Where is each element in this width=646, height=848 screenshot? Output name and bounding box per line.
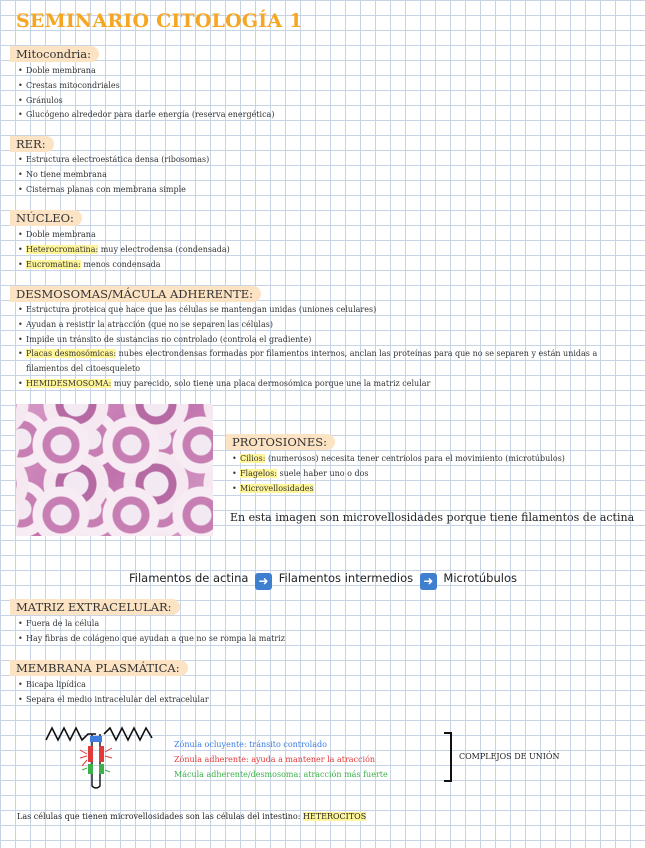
complejos-label: COMPLEJOS DE UNIÓN — [459, 752, 560, 761]
junction-zonula-ocluyente: Zónula ocluyente: tránsito controlado — [174, 740, 327, 749]
heading-rer: RER: — [10, 136, 54, 152]
list-item: • Bicapa lipídica — [18, 678, 209, 693]
list-item — [232, 452, 565, 467]
filaments-sequence — [0, 571, 646, 590]
list-item-text: muy parecido, solo tiene una placa dermosómica porque une la matriz celular — [111, 378, 431, 388]
nucleo-list — [18, 228, 230, 272]
filament-lines — [82, 768, 110, 772]
heading-desmosomas: DESMOSOMAS/MÁCULA ADHERENTE: — [10, 286, 261, 302]
term-flagelos: Flagelos: — [240, 468, 277, 478]
protosiones-list — [232, 452, 565, 496]
right-arrow-icon: ➜ — [255, 573, 272, 590]
junction-zonula-adherente: Zónula adherente: ayuda a mantener la atracción — [174, 755, 376, 764]
right-arrow-icon: ➜ — [420, 573, 437, 590]
macula-adherente-mark — [99, 764, 104, 774]
filament-microtubulos: Microtúbulos — [443, 571, 517, 585]
membrana-line — [104, 728, 152, 740]
list-item-text: nubes electrondensas formadas por filamentos internos, anclan las proteínas para que no se separen y están unidas a filamentos del citoesqueleto — [26, 349, 598, 374]
image-note: En esta imagen son microvellosidades porque tiene filamentos de actina — [230, 511, 635, 524]
list-item: • Crestas mitocondriales — [18, 79, 274, 94]
list-item: • Cisternas planas con membrana simple — [18, 183, 209, 198]
list-item: • Impide un tránsito de sustancias no controlado (controla el gradiente) — [18, 333, 618, 348]
list-item: • Doble membrana — [18, 64, 274, 79]
zonula-ocluyente-mark — [90, 736, 102, 742]
list-item — [232, 482, 565, 497]
list-item: • Estructura electroestática densa (ribosomas) — [18, 153, 209, 168]
list-item — [18, 243, 230, 258]
footer-note — [17, 812, 366, 821]
list-item — [18, 347, 618, 377]
term-microvellosidades: Microvellosidades — [240, 483, 314, 493]
mitocondria-list — [18, 64, 274, 123]
macula-adherente-mark — [88, 764, 93, 774]
rer-list — [18, 153, 209, 197]
list-item: • Glucógeno alrededor para darle energía (reserva energética) — [18, 108, 274, 123]
heading-matriz: MATRIZ EXTRACELULAR: — [10, 599, 180, 615]
term-heterocromatina: Heterocromatina: — [26, 244, 99, 254]
membrana-list — [18, 678, 209, 708]
footer-text: Las células que tienen microvellosidades son las células del intestino: — [17, 812, 303, 821]
term-placas-desmosomicas: Placas desmosómicas: — [26, 349, 117, 359]
list-item: • Hay fibras de colágeno que ayudan a que no se rompa la matriz — [18, 632, 285, 647]
list-item — [232, 467, 565, 482]
complejos-bracket — [444, 732, 452, 782]
list-item-text: menos condensada — [80, 259, 161, 269]
list-item: • Fuera de la célula — [18, 617, 285, 632]
list-item-text: suele haber uno o dos — [276, 468, 369, 478]
zonula-adherente-mark — [88, 746, 93, 762]
zonula-adherente-mark — [99, 746, 104, 762]
matriz-list — [18, 617, 285, 647]
filament-lines — [80, 748, 112, 766]
heading-nucleo: NÚCLEO: — [10, 210, 82, 226]
list-item: • Gránulos — [18, 94, 274, 109]
list-item-text: muy electrodensa (condensada) — [98, 244, 230, 254]
list-item: • Doble membrana — [18, 228, 230, 243]
microvilli-micrograph-image — [16, 404, 213, 536]
cell-junction-drawing-icon — [44, 720, 160, 792]
heading-protosiones: PROTOSIONES: — [226, 434, 335, 450]
heading-mitocondria: Mitocondria: — [10, 46, 99, 62]
term-eucromatina: Eucromatina: — [26, 259, 81, 269]
list-item: • Estructura proteica que hace que las células se mantengan unidas (uniones celulares) — [18, 303, 618, 318]
footer-highlight: HETEROCITOS — [302, 812, 367, 821]
list-item-text: (numerosos) necesita tener centriolos para el movimiento (microtúbulos) — [265, 454, 565, 463]
list-item: • Separa el medio intracelular del extracelular — [18, 693, 209, 708]
term-cilios: Cilios: — [240, 454, 266, 463]
list-item — [18, 258, 230, 273]
junction-macula-adherente: Mácula adherente/desmosoma: atracción más fuerte — [174, 770, 388, 779]
cell-border — [92, 734, 100, 788]
list-item — [18, 377, 618, 392]
heading-membrana: MEMBRANA PLASMÁTICA: — [10, 660, 188, 676]
filament-actina: Filamentos de actina — [129, 571, 249, 585]
desmosomas-list — [18, 303, 618, 392]
list-item: • No tiene membrana — [18, 168, 209, 183]
term-hemidesmosoma: HEMIDESMOSOMA: — [26, 378, 112, 388]
page-title: SEMINARIO CITOLOGÍA 1 — [16, 10, 303, 32]
list-item: • Ayudan a resistir la atracción (que no se separen las células) — [18, 318, 618, 333]
filament-intermedios: Filamentos intermedios — [278, 571, 414, 585]
membrana-line — [46, 728, 96, 740]
